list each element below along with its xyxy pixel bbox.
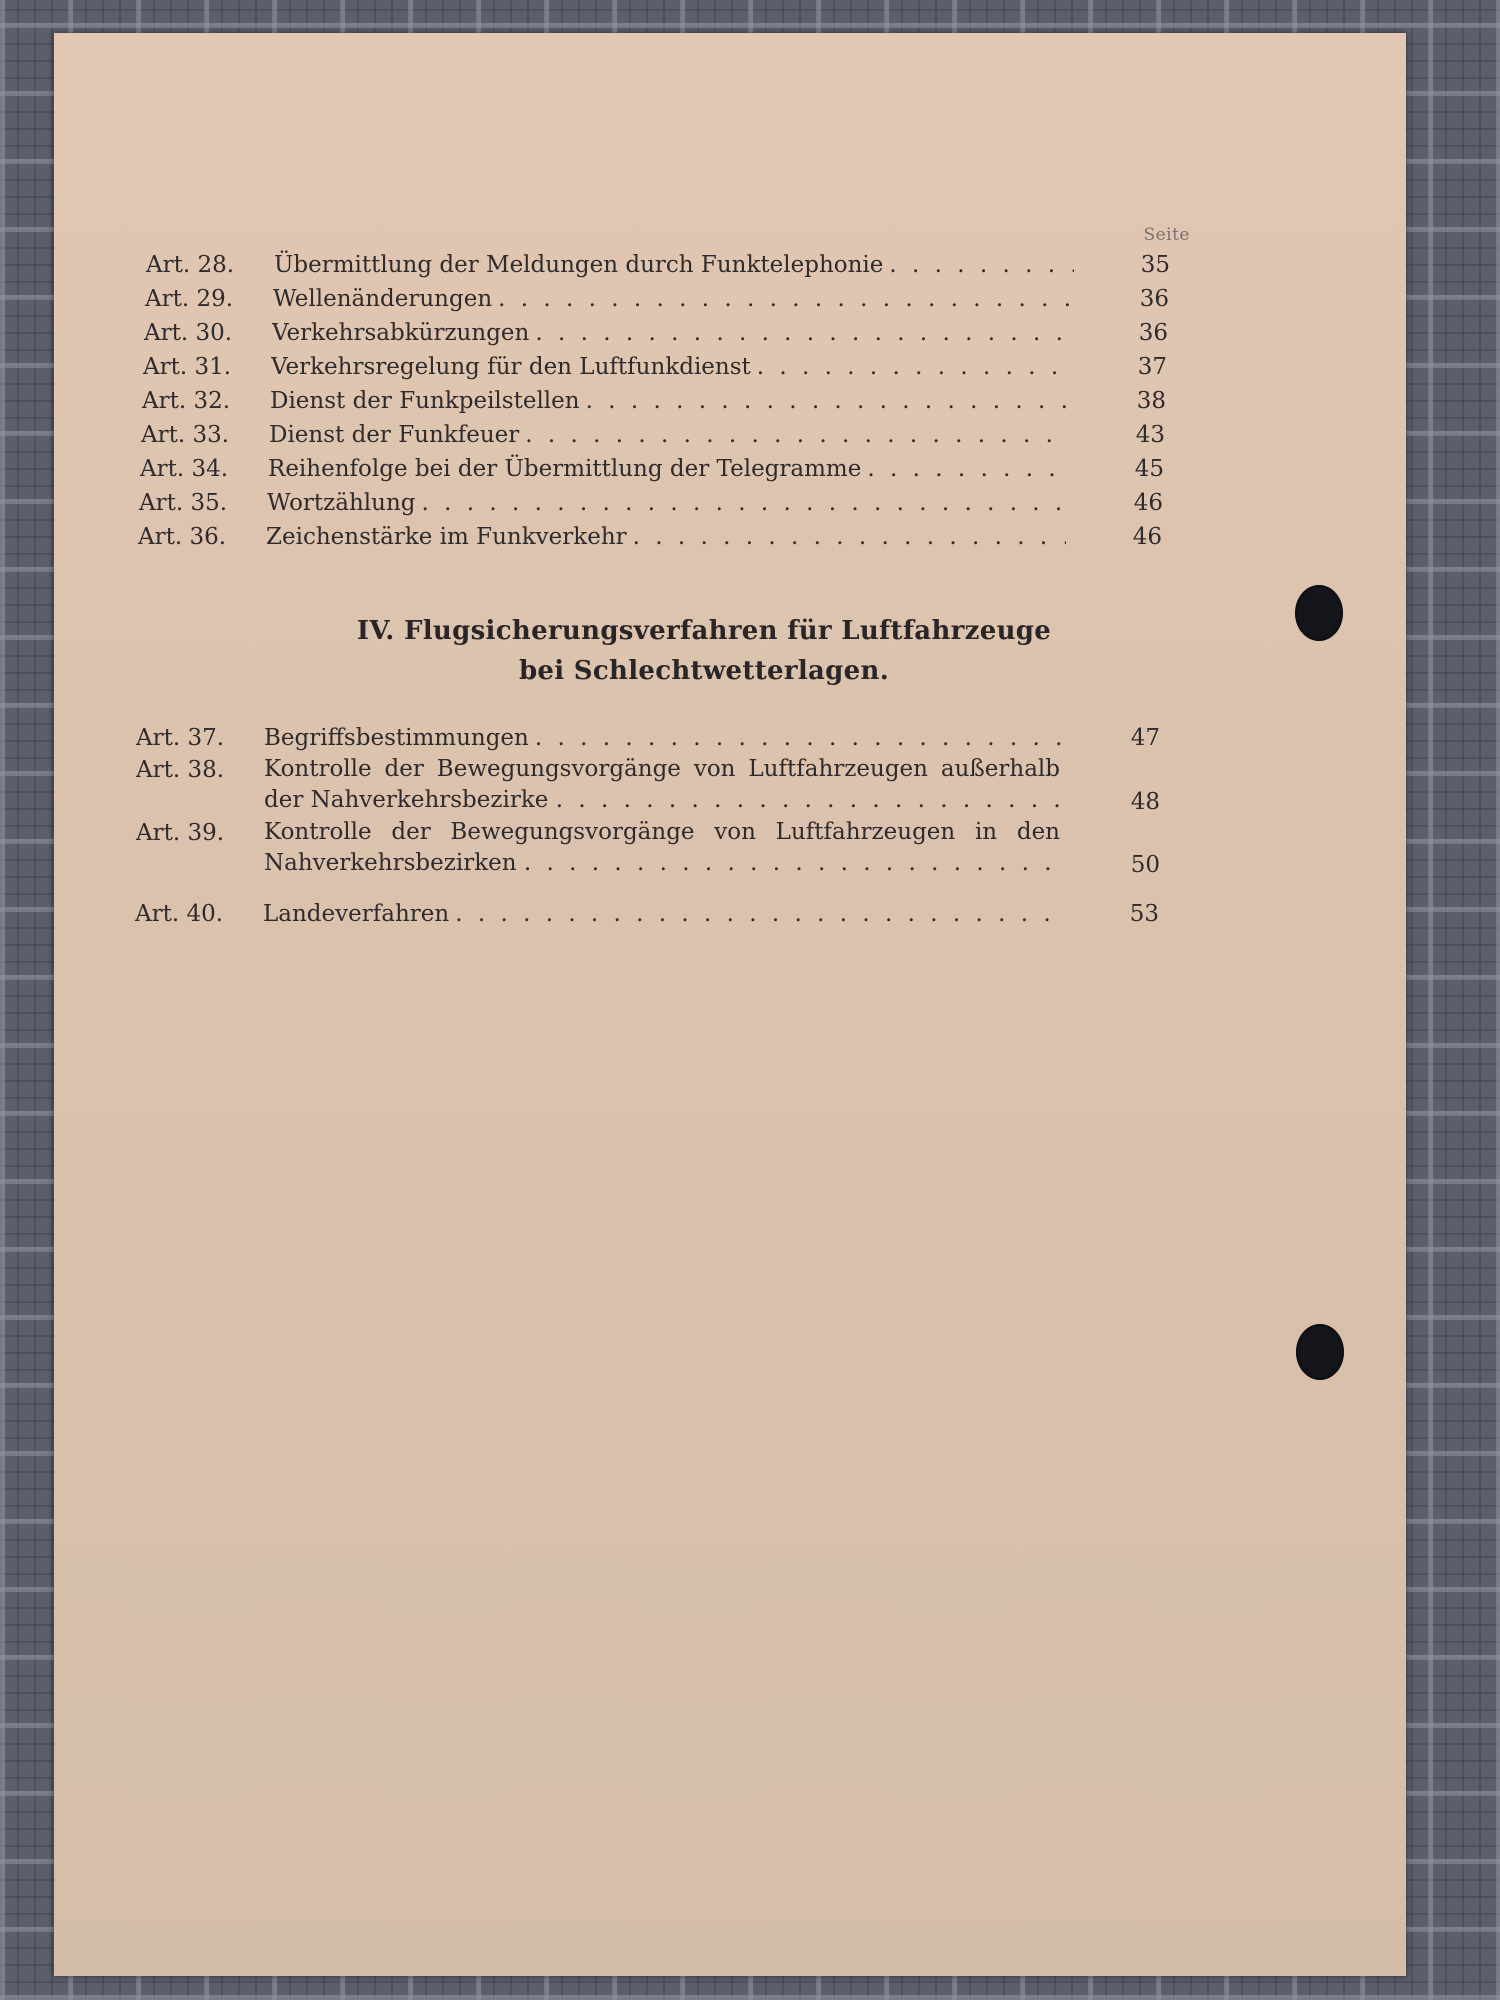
article-number: Art. 36. [138, 524, 227, 550]
article-number: Art. 33. [141, 422, 230, 448]
page-number: 35 [1140, 252, 1170, 278]
toc-entry-art-38 [136, 754, 1196, 818]
page-number: 36 [1138, 320, 1168, 346]
page-number: 48 [1130, 789, 1160, 815]
article-title: Wortzählung . . . [267, 487, 1067, 519]
section-heading-line2: bei Schlechtwetterlagen. [518, 656, 890, 686]
article-number: Art. 35. [139, 490, 228, 516]
page-number: 53 [1129, 901, 1159, 927]
page-number: 47 [1130, 725, 1160, 751]
article-number: Art. 38. [136, 757, 225, 783]
article-title: Kontrolle der Bewegungsvorgänge von Luftfahrzeugen außerhalb der Nahverkehrsbezirke . . . [264, 754, 1064, 818]
article-title: Verkehrsregelung für den Luftfunkdienst . . . [271, 351, 1071, 383]
article-title: Kontrolle der Bewegungsvorgänge von Luftfahrzeugen in den Nahverkehrsbezirken . . . [264, 817, 1064, 881]
article-number: Art. 28. [146, 252, 235, 278]
page-number: 37 [1137, 354, 1167, 380]
page-number: 36 [1139, 286, 1169, 312]
punch-hole-upper [1295, 585, 1343, 641]
page-number: 46 [1132, 524, 1162, 550]
article-title: Dienst der Funkpeilstellen . . . [270, 385, 1070, 417]
article-title: Dienst der Funkfeuer . . . [269, 419, 1069, 451]
article-number: Art. 39. [136, 820, 225, 846]
article-title: Wellenänderungen . . . [273, 283, 1073, 315]
article-title: Reihenfolge bei der Übermittlung der Telegramme . . . [268, 453, 1068, 485]
article-title: Begriffsbestimmungen . . . [264, 722, 1064, 754]
page-column-label: Seite [1143, 225, 1190, 245]
article-title: Übermittlung der Meldungen durch Funktelephonie . . . [274, 249, 1074, 281]
article-number: Art. 31. [143, 354, 232, 380]
page-number: 46 [1133, 490, 1163, 516]
article-number: Art. 37. [136, 725, 225, 751]
punch-hole-lower [1296, 1324, 1344, 1380]
article-title: Verkehrsabkürzungen . . . [272, 317, 1072, 349]
article-title: Landeverfahren . . . [263, 898, 1063, 930]
section-heading [204, 611, 1204, 691]
article-number: Art. 30. [144, 320, 233, 346]
article-number: Art. 34. [140, 456, 229, 482]
article-number: Art. 32. [142, 388, 231, 414]
section-heading-line1: IV. Flugsicherungsverfahren für Luftfahrzeuge [356, 616, 1052, 646]
document-page [54, 33, 1406, 1976]
article-title: Zeichenstärke im Funkverkehr . . . [266, 521, 1066, 553]
article-number: Art. 40. [135, 901, 224, 927]
page-number: 50 [1130, 852, 1160, 878]
toc-entry-art-39 [136, 817, 1196, 881]
article-number: Art. 29. [145, 286, 234, 312]
page-number: 38 [1136, 388, 1166, 414]
page-number: 43 [1135, 422, 1165, 448]
page-number: 45 [1134, 456, 1164, 482]
